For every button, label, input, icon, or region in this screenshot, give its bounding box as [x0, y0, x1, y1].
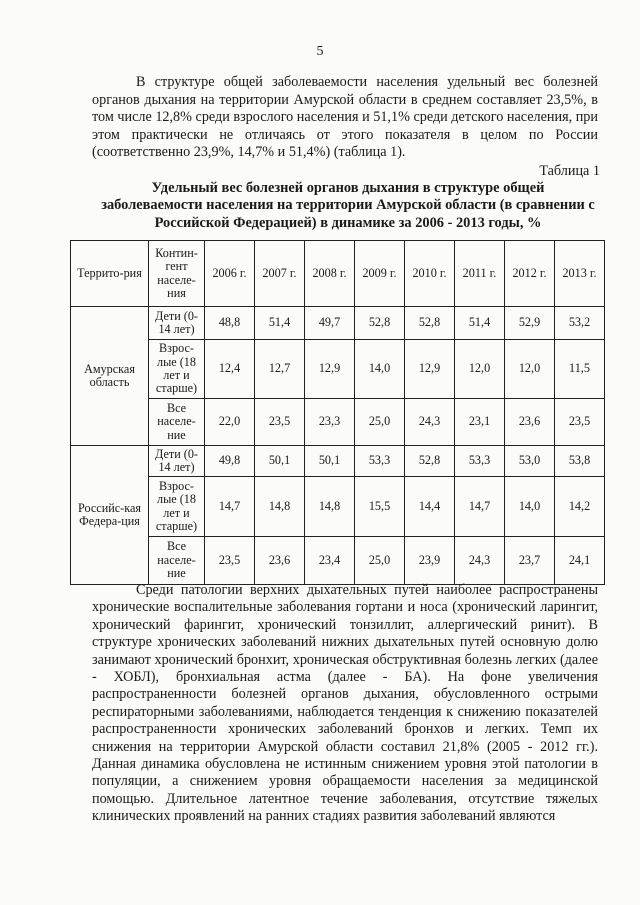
table-row — [71, 477, 605, 537]
value-cell: 23,5 — [555, 399, 605, 446]
contingent-cell: Взрос-лые (18 лет и старше) — [149, 477, 205, 537]
header-year: 2013 г. — [555, 241, 605, 307]
header-year: 2011 г. — [455, 241, 505, 307]
value-cell: 12,4 — [205, 340, 255, 399]
table-row — [71, 446, 605, 477]
value-cell: 25,0 — [355, 399, 405, 446]
value-cell: 23,6 — [505, 399, 555, 446]
value-cell: 51,4 — [455, 307, 505, 340]
value-cell: 14,7 — [205, 477, 255, 537]
contingent-cell: Дети (0-14 лет) — [149, 307, 205, 340]
header-year: 2010 г. — [405, 241, 455, 307]
table-row — [71, 537, 605, 585]
paragraph-intro: В структуре общей заболеваемости населения удельный вес болезней органов дыхания на территории Амурской области в среднем составляет 23,5%, в том числе 12,8% среди взрослого населения и 51,1% среди детского населения, при этом практически не отличаясь от этого показателя в целом по России (соответственно 23,9%, 14,7% и 51,4%) (таблица 1). — [92, 74, 598, 161]
value-cell: 23,9 — [405, 537, 455, 585]
value-cell: 24,3 — [405, 399, 455, 446]
value-cell: 14,0 — [505, 477, 555, 537]
value-cell: 24,1 — [555, 537, 605, 585]
header-territory: Террито-рия — [71, 241, 149, 307]
value-cell: 49,8 — [205, 446, 255, 477]
value-cell: 14,8 — [255, 477, 305, 537]
header-year: 2008 г. — [305, 241, 355, 307]
value-cell: 12,9 — [405, 340, 455, 399]
value-cell: 23,6 — [255, 537, 305, 585]
header-contingent: Контин-гент населе-ния — [149, 241, 205, 307]
value-cell: 49,7 — [305, 307, 355, 340]
header-year: 2009 г. — [355, 241, 405, 307]
value-cell: 50,1 — [305, 446, 355, 477]
value-cell: 15,5 — [355, 477, 405, 537]
value-cell: 52,8 — [405, 446, 455, 477]
value-cell: 14,2 — [555, 477, 605, 537]
table-header-row — [71, 241, 605, 307]
territory-cell: Российс-кая Федера-ция — [71, 446, 149, 585]
value-cell: 24,3 — [455, 537, 505, 585]
value-cell: 22,0 — [205, 399, 255, 446]
table-row — [71, 399, 605, 446]
contingent-cell: Взрос-лые (18 лет и старше) — [149, 340, 205, 399]
value-cell: 48,8 — [205, 307, 255, 340]
table-row — [71, 307, 605, 340]
value-cell: 53,2 — [555, 307, 605, 340]
value-cell: 14,4 — [405, 477, 455, 537]
value-cell: 14,8 — [305, 477, 355, 537]
territory-cell: Амурская область — [71, 307, 149, 446]
value-cell: 23,3 — [305, 399, 355, 446]
value-cell: 11,5 — [555, 340, 605, 399]
value-cell: 53,3 — [355, 446, 405, 477]
contingent-cell: Все населе-ние — [149, 399, 205, 446]
header-year: 2012 г. — [505, 241, 555, 307]
value-cell: 52,9 — [505, 307, 555, 340]
value-cell: 12,7 — [255, 340, 305, 399]
value-cell: 12,0 — [455, 340, 505, 399]
value-cell: 14,7 — [455, 477, 505, 537]
value-cell: 23,7 — [505, 537, 555, 585]
respiratory-disease-table — [70, 240, 605, 585]
header-year: 2006 г. — [205, 241, 255, 307]
table-row — [71, 340, 605, 399]
contingent-cell: Дети (0-14 лет) — [149, 446, 205, 477]
value-cell: 12,0 — [505, 340, 555, 399]
value-cell: 23,4 — [305, 537, 355, 585]
value-cell: 52,8 — [355, 307, 405, 340]
value-cell: 50,1 — [255, 446, 305, 477]
value-cell: 12,9 — [305, 340, 355, 399]
value-cell: 23,5 — [255, 399, 305, 446]
value-cell: 23,1 — [455, 399, 505, 446]
value-cell: 53,0 — [505, 446, 555, 477]
value-cell: 53,8 — [555, 446, 605, 477]
value-cell: 53,3 — [455, 446, 505, 477]
value-cell: 23,5 — [205, 537, 255, 585]
contingent-cell: Все населе-ние — [149, 537, 205, 585]
table-label: Таблица 1 — [539, 163, 600, 179]
value-cell: 14,0 — [355, 340, 405, 399]
value-cell: 52,8 — [405, 307, 455, 340]
header-year: 2007 г. — [255, 241, 305, 307]
page-number: 5 — [316, 44, 324, 59]
table-title: Удельный вес болезней органов дыхания в структуре общей заболеваемости населения на территории Амурской области (в сравнении с Российской Федерацией) в динамике за 2006 - 2013 годы, % — [101, 180, 595, 231]
paragraph-pathology: Среди патологии верхних дыхательных путей наиболее распространены хронические воспалительные заболевания гортани и носа (хронический ларингит, хронический фарингит, хронический тонзиллит, аллергический ринит). В структуре хронических заболеваний нижних дыхательных путей основную долю занимают хронический бронхит, хроническая обструктивная болезнь легких (далее - ХОБЛ), бронхиальная астма (далее - БА). На фоне увеличения распространенности болезней органов дыхания, обусловленного острыми респираторными заболеваниями, наблюдается тенденция к снижению показателей распространенности хронических заболеваний бронхов и легких. Темп их снижения на территории Амурской области составил 21,8% (2005 - 2012 гг.). Данная динамика обусловлена не истинным снижением уровня этой патологии в популяции, а снижением уровня обращаемости населения за медицинской помощью. Длительное латентное течение заболевания, отсутствие тяжелых клинических проявлений на ранних стадиях развития заболеваний являются — [92, 582, 598, 825]
value-cell: 51,4 — [255, 307, 305, 340]
value-cell: 25,0 — [355, 537, 405, 585]
